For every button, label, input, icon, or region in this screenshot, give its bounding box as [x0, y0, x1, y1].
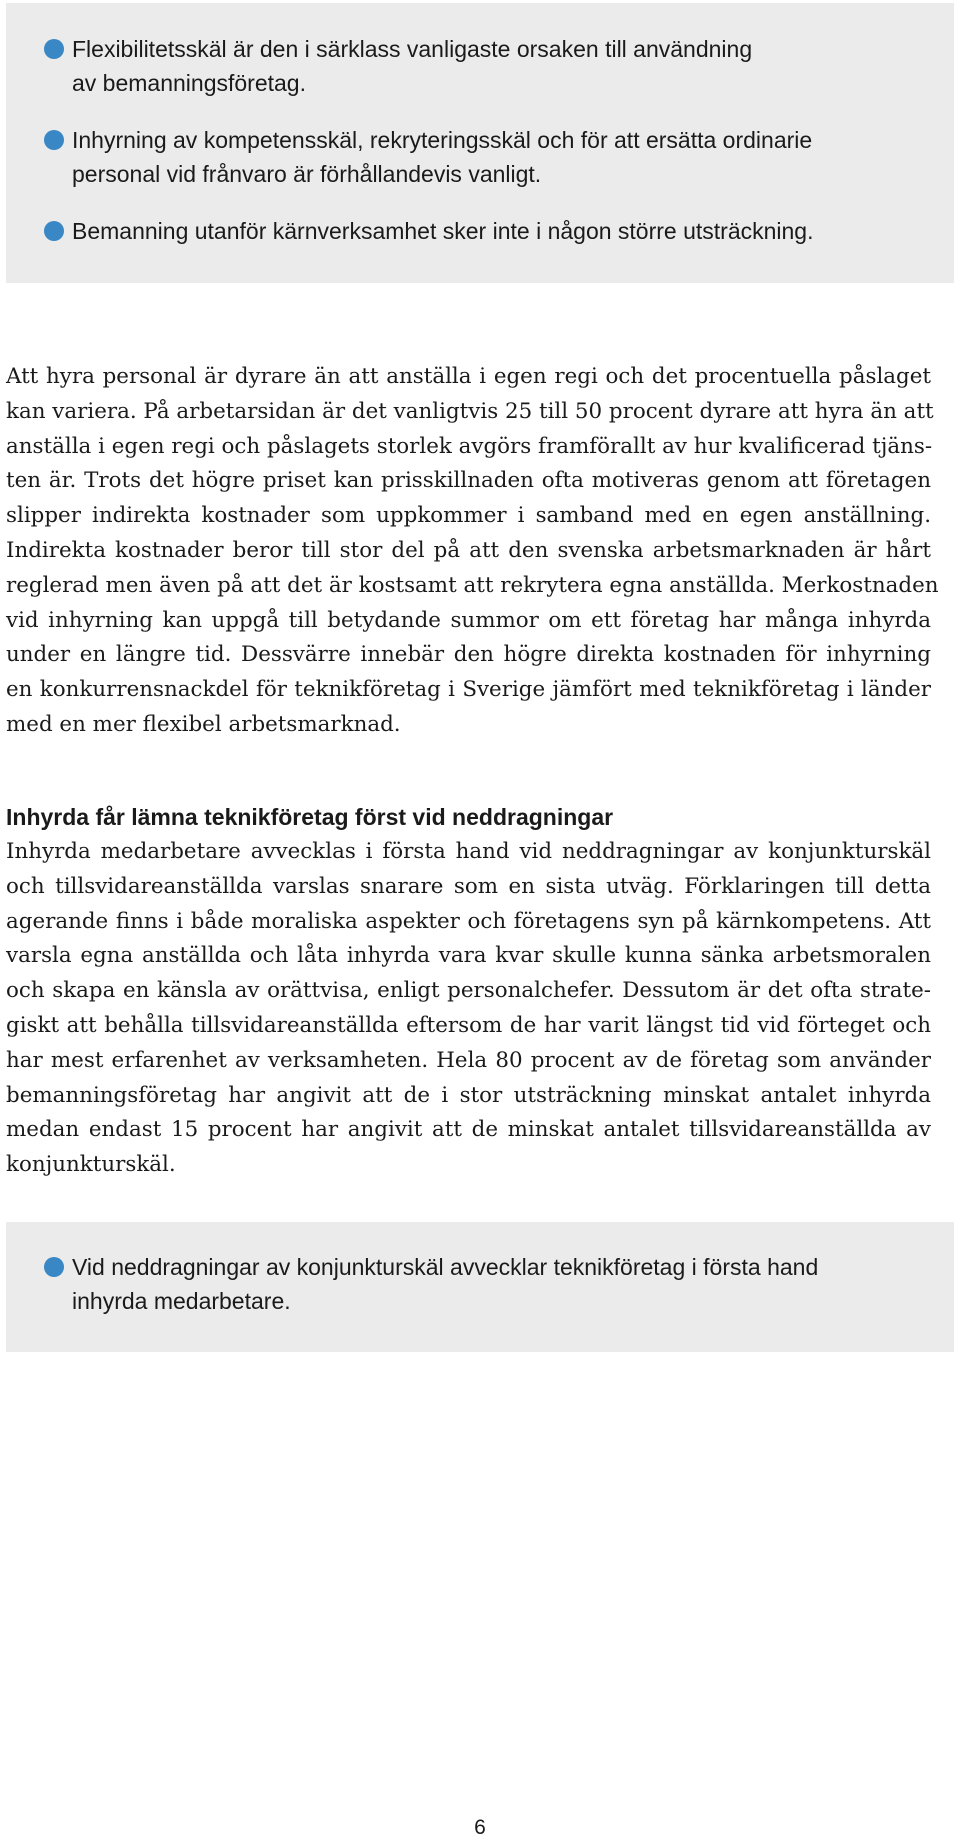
- summary-item: Inhyrning av kompetensskäl, rekryteringsskäl och för att ersätta ordinarie personal vid frånvaro är förhållandevis vanligt.: [72, 127, 813, 187]
- body-paragraph: Inhyrda medarbetare avvecklas i första hand vid neddragningar av konjunkturskäl och tillsvidareanställda varslas snarare som en sista utväg. Förklaringen till detta agerande finns i både moraliska aspekter och företagens syn på kärnkompetens. Att varsla egna anställda och låta inhyrda vara kvar skulle kunna sänka arbetsmoralen och skapa en känsla av orättvisa, enligt personalchefer. Dessutom är det ofta strate- giskt att behålla tillsvidareanställda eftersom de har varit längst tid vid förteget och har mest erfarenhet av verksamheten. Hela 80 procent av de företag som använder bemanningsföretag har angivit att de i stor utsträckning minskat antalet inhyrda medan endast 15 procent har angivit att de minskat antalet tillsvidareanställda av konjunkturskäl.: [6, 839, 931, 1178]
- summary-box-top: [6, 3, 954, 283]
- bullet-dot-icon: [44, 39, 64, 59]
- summary-box-bottom: [6, 1222, 954, 1352]
- section-heading: Inhyrda får lämna teknikföretag först vid neddragningar: [6, 804, 614, 830]
- summary-item: Vid neddragningar av konjunkturskäl avvecklar teknikföretag i första hand inhyrda medarbetare.: [72, 1254, 819, 1314]
- summary-item: Bemanning utanför kärnverksamhet sker inte i någon större utsträckning.: [72, 218, 814, 244]
- bullet-dot-icon: [44, 130, 64, 150]
- bullet-dot-icon: [44, 221, 64, 241]
- summary-item: Flexibilitetsskäl är den i särklass vanligaste orsaken till användning av bemanningsföretag.: [72, 36, 753, 96]
- bullet-dot-icon: [44, 1257, 64, 1277]
- page-number: 6: [474, 1816, 486, 1839]
- body-paragraph: Att hyra personal är dyrare än att anställa i egen regi och det procentuella påslaget kan variera. På arbetarsidan är det vanligtvis 25 till 50 procent dyrare att hyra än att anställa i egen regi och påslagets storlek avgörs framförallt av hur kvalificerad tjäns- ten är. Trots det högre priset kan prisskillnaden ofta motiveras genom att företagen slipper indirekta kostnader som uppkommer i samband med en egen anställning. Indirekta kostnader beror till stor del på att den svenska arbetsmarknaden är hårt reglerad men även på att det är kostsamt att rekrytera egna anställda. Merkostnaden vid inhyrning kan uppgå till betydande summor om ett företag har många inhyrda under en längre tid. Dessvärre innebär den högre direkta kostnaden för inhyrning en konkurrensnackdel för teknikföretag i Sverige jämfört med teknikföretag i länder med en mer flexibel arbetsmarknad.: [6, 364, 939, 737]
